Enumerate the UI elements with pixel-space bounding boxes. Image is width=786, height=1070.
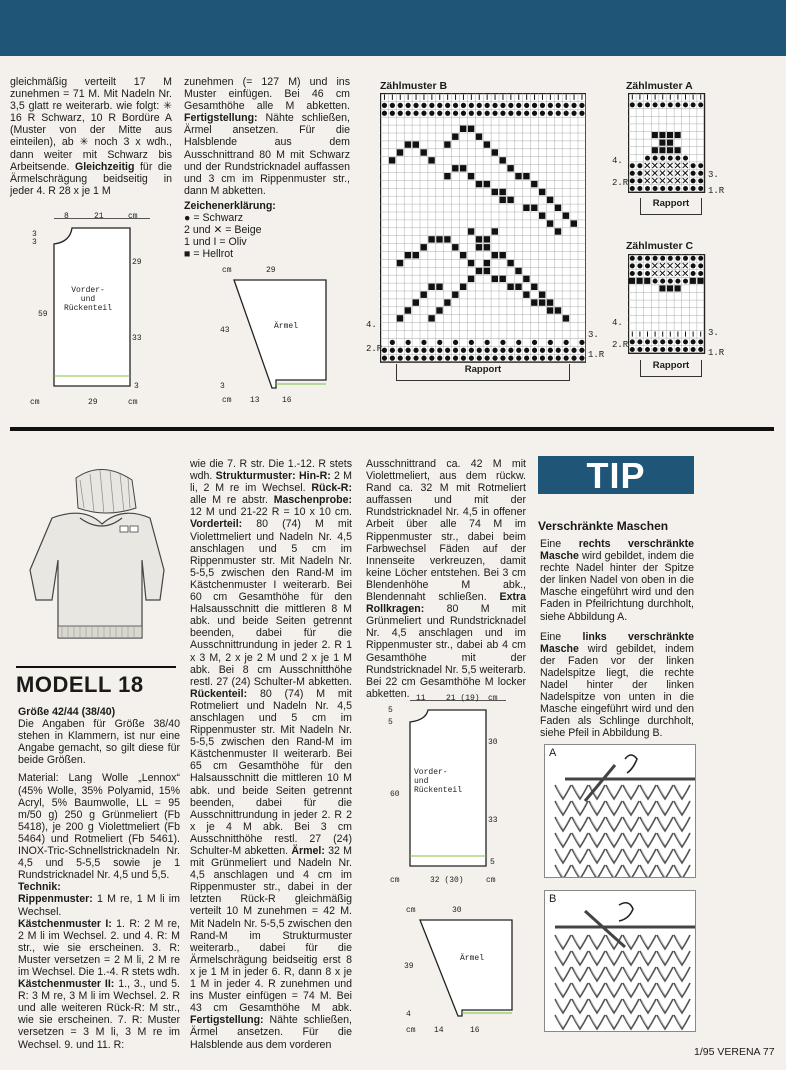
text-run: 2 M li, 2 M re im Wechsel. [190, 470, 352, 495]
text-run: Rück-R: [311, 482, 352, 495]
chart-a-grid [628, 93, 706, 197]
paragraph [184, 76, 350, 197]
row-label: 2.R [612, 178, 629, 188]
row-label: 2.R [366, 344, 383, 354]
paragraph [10, 76, 172, 197]
material-text: Material: Lang Wolle „Lennox“ (45% Wolle, 35% Polyamid, 15% Acryl, 5% Baumwolle, LL = 95 m/50 g) 250 g Grünmeliert (Fb 5418), je 200 g Violettmeliert (Fb 5464) und Rotmeliert (Fb 5461). INOX-Tric-Schnellstricknadeln Nr. 4,5 und 5-5,5 sowie je 1 Rundstricknadel Nr. 4,5 und 5,5. [18, 772, 180, 882]
text-run: gleichmäßig verteilt 17 M zunehmen = 71 M. Mit Nadeln Nr. 3,5 glatt re weiterarb. wie folgt: ✳ 16 R Schwarz, 10 R Bordüre A (Muster von der Mitte aus einteilen), ab ✳ noch 3 x wdh., dann weiter mit Schwarz bis Arbeitsende. [10, 76, 172, 173]
text-run: Fertigstellung: [184, 112, 258, 125]
text-run: für die Ärmelschrägung beidseitig in jeder 4. R 28 x je 1 M [10, 160, 172, 197]
body-diagram-top: 8 21 cm 3 3 29 59 33 3 Vorder- und Rückenteil cm 29 cm [30, 210, 170, 410]
text-run: wird gebildet, indem die rechte Nadel hinter der Spitze der linken Nadel von oben in die Masche eingeführt wird und den Faden in Pfeilrichtung durchholt, siehe Abbildung A. [540, 550, 694, 623]
figure-b [544, 890, 696, 1032]
text-run: wie die 7. R str. Die 1.-12. R stets wdh. [190, 458, 352, 483]
tip-text [540, 538, 694, 740]
text-run: alle M re abstr. [190, 494, 274, 507]
size-text: Die Angaben für Größe 38/40 stehen in Klammern, ist nur eine Angabe gemacht, so gilt diese für beide Größen. [18, 718, 180, 767]
chart-a-title: Zählmuster A [626, 80, 693, 92]
model-title: MODELL 18 [16, 672, 144, 697]
section-divider [10, 427, 774, 431]
figure-a-label: A [549, 747, 557, 759]
text-run: 32 M mit Grünmeliert und Nadeln Nr. 4,5 anschlagen und 4 cm im Rippenmuster str., dabei in der letzten Rück-R gleichmäßig verteilt 10 M zunehmen = 42 M. Mit Nadeln Nr. 5-5,5 zwischen den Rand-M im Strukturmuster weiterarb., dabei für die Ärmelschrägung beidseitig erst 8 x je 1 M in jeder 6. R, dann 8 x je 1 M in jeder 4. R zunehmen und ins Muster einfügen = 74 M. Bei 43 cm Gesamthöhe M abk. [190, 845, 352, 1015]
row-label: 4. [366, 320, 377, 330]
chart-a-rapport-bracket [640, 198, 702, 215]
text-run: Fertigstellung: [190, 1014, 264, 1027]
chart-b-rapport-bracket [396, 364, 570, 381]
figure-a [544, 744, 696, 878]
text-run: Strukturmuster: Hin-R: [215, 470, 331, 483]
body-diagram-bottom: 11 21 (19) cm 5 5 30 60 33 5 Vorder- und Rückenteil cm 32 (30) cm [386, 692, 526, 888]
text-run: Nähte schließen, Ärmel ansetzen. Für die Halsblende aus dem vorderen [190, 1014, 352, 1051]
text-run: 12 M und 21-22 R = 10 x 10 cm. [190, 506, 352, 519]
model-rule [16, 666, 176, 668]
knit-stitch-illustration [545, 745, 695, 877]
text-run: 80 (74) M mit Rotmeliert und Nadeln Nr. 4,5 anschlagen und 5 cm im Rippenmuster str. Mit Nadeln Nr. 5-5,5 zwischen den Rand-M im Kästchenmuster II weiterarb. Bei 65 cm Gesamthöhe für den Halsausschnitt die mittleren 10 M abk. und beide Seiten getrennt beenden, dabei für die Ausschnittrundung in jeder 2. R 2 x je 4 M abk. Bei 3 cm Ausschnitthöhe restl. 27 (24) Schulter-M abketten. [190, 687, 352, 857]
legend-line: 2 und ✕ = Beige [184, 224, 262, 237]
row-label: 3. [708, 170, 719, 180]
model-text [18, 706, 180, 1051]
chart-c-rapport: Rapport [652, 360, 690, 371]
text-run: 80 (74) M mit Violettmeliert und Nadeln Nr. 4,5 anschlagen und 5 cm im Rippenmuster str. Mit Nadeln Nr. 5-5,5 zwischen den Rand-M im Kästchenmuster I weiterarb. Bei 60 cm Gesamthöhe für den Halsausschnitt die mittleren 8 M abk. und beide Seiten getrennt beenden, dabei für die Ausschnittrundung in jeder 2. R 1 x 3 M, 2 x je 2 M und 2 x je 1 M abk. Bei 8 cm Ausschnitthöhe restl. 27 (24) Schulter-M abketten. [190, 518, 352, 688]
legend-line: ■ = Hellrot [184, 248, 234, 261]
text-run: zunehmen (= 127 M) und ins Muster einfügen. Bei 46 cm Gesamthöhe alle M abketten. [184, 76, 350, 113]
top-banner [0, 0, 786, 56]
text-run: Gleichzeitig [75, 160, 135, 173]
row-label: 1.R [588, 350, 605, 360]
chart-b-grid [380, 93, 586, 363]
text-run: rechts verschränkte Masche [540, 538, 694, 563]
page-footer: 1/95 VERENA 77 [694, 1046, 775, 1058]
legend [184, 200, 344, 260]
legend-title: Zeichenerklärung: [184, 200, 276, 212]
text-run: 80 M mit Grünmeliert und Rundstricknadel Nr. 4,5 anschlagen und im Rippenmuster str., dabei ab 4 cm Gesamthöhe mit der Rundstricknadel Nr. 5,5 weiterarb. Bei 22 cm Gesamthöhe M locker abketten. [366, 603, 526, 700]
text-run: Ausschnittrand ca. 42 M mit Violettmeliert, aus dem rückw. Rand ca. 32 M mit Rotmeliert auffassen und mit der Rundstricknadel Nr. 4,5 in offener Arbeit über alle 74 M im Rippenmuster str., dabei beim Farbwechsel Fäden auf der Innenseite verkreuzen, damit keine Löcher entstehen. Bei 3 cm Blendenhöhe M abk., Blendennaht schließen. [366, 458, 526, 604]
top-banner-cut [700, 0, 786, 56]
legend-line: ● = Schwarz [184, 212, 244, 225]
text-run: Maschenprobe: [273, 494, 352, 507]
chart-c-grid [628, 254, 706, 358]
size-heading: Größe 42/44 (38/40) [18, 706, 116, 718]
chart-a [628, 93, 706, 197]
row-label: 1.R [708, 348, 725, 358]
row-label: 4. [612, 156, 623, 166]
paragraph: Kästchenmuster II: 1., 3., und 5. R: 3 M re, 3 M li im Wechsel. 2. R und alle weiteren Rück-R: M str., wie sie erscheinen. 7. R: Muster versetzen = 3 M li, 3 M re im Wechsel. 9. und 11. R: [18, 978, 180, 1051]
text-run: Eine [540, 538, 579, 550]
row-label: 3. [708, 328, 719, 338]
text-run: Ärmel: [291, 845, 325, 857]
text-run: Extra Rollkragen: [366, 591, 526, 616]
chart-c-title: Zählmuster C [626, 240, 694, 252]
text-run: Rückenteil: [190, 687, 248, 700]
text-run: Eine [540, 630, 583, 643]
paragraph [540, 538, 694, 623]
tip-heading: Verschränkte Maschen [538, 519, 669, 533]
technik-heading: Technik: [18, 881, 61, 894]
text-run: wird gebildet, indem der Faden vor der linken Nadelspitze liegt, die rechte Nadel hinter der linken Nadelspitze von unten in die Masche eingeführt wird und den Faden als Schlinge durchholt, siehe Pfeil in Abbildung B. [540, 642, 694, 740]
text-col2-top [184, 76, 350, 197]
chart-a-rapport: Rapport [652, 198, 690, 209]
paragraph [366, 458, 526, 700]
paragraph: Rippenmuster: 1 M re, 1 M li im Wechsel. [18, 893, 180, 918]
paragraph: Kästchenmuster I: 1. R: 2 M re, 2 M li im Wechsel. 2. und 4. R: M str., wie sie erscheinen. 3. R: Muster versetzen = 2 M li, 2 M re im Wechsel. Die 1.-4. R stets wdh. [18, 917, 180, 978]
row-label: 2.R [612, 340, 629, 350]
legend-line: 1 und I = Oliv [184, 236, 247, 249]
chart-c [628, 254, 706, 358]
text-run: Vorderteil: [190, 518, 243, 531]
chart-c-rapport-bracket [640, 360, 702, 377]
figure-b-label: B [549, 893, 557, 905]
row-label: 3. [588, 330, 599, 340]
row-label: 1.R [708, 186, 725, 196]
text-run: Nähte schließen, Ärmel ansetzen. Für die Halsblende aus dem Ausschnittrand 80 M mit Schwarz und der Rundstricknadel auffassen und 3 cm im Rippenmuster str., dann M abketten. [184, 112, 350, 197]
chart-b-rapport: Rapport [464, 364, 502, 375]
text-col3-bottom [366, 458, 526, 700]
chart-b-title: Zählmuster B [380, 80, 448, 92]
tip-badge: TIP [538, 456, 694, 494]
sleeve-diagram-bottom: cm 30 39 Ärmel 4 cm 14 16 [398, 904, 518, 1040]
sleeve-diagram-top: cm 29 43 Ärmel 3 cm 13 16 [212, 264, 332, 414]
paragraph [190, 458, 352, 1051]
text-run: links verschränkte Masche [540, 630, 694, 655]
text-col2-bottom [190, 458, 352, 1051]
text-col1-top [10, 76, 172, 197]
purl-stitch-illustration [545, 891, 695, 1031]
row-label: 4. [612, 318, 623, 328]
paragraph [540, 631, 694, 740]
sweater-illustration [14, 460, 174, 665]
chart-b [380, 93, 586, 363]
